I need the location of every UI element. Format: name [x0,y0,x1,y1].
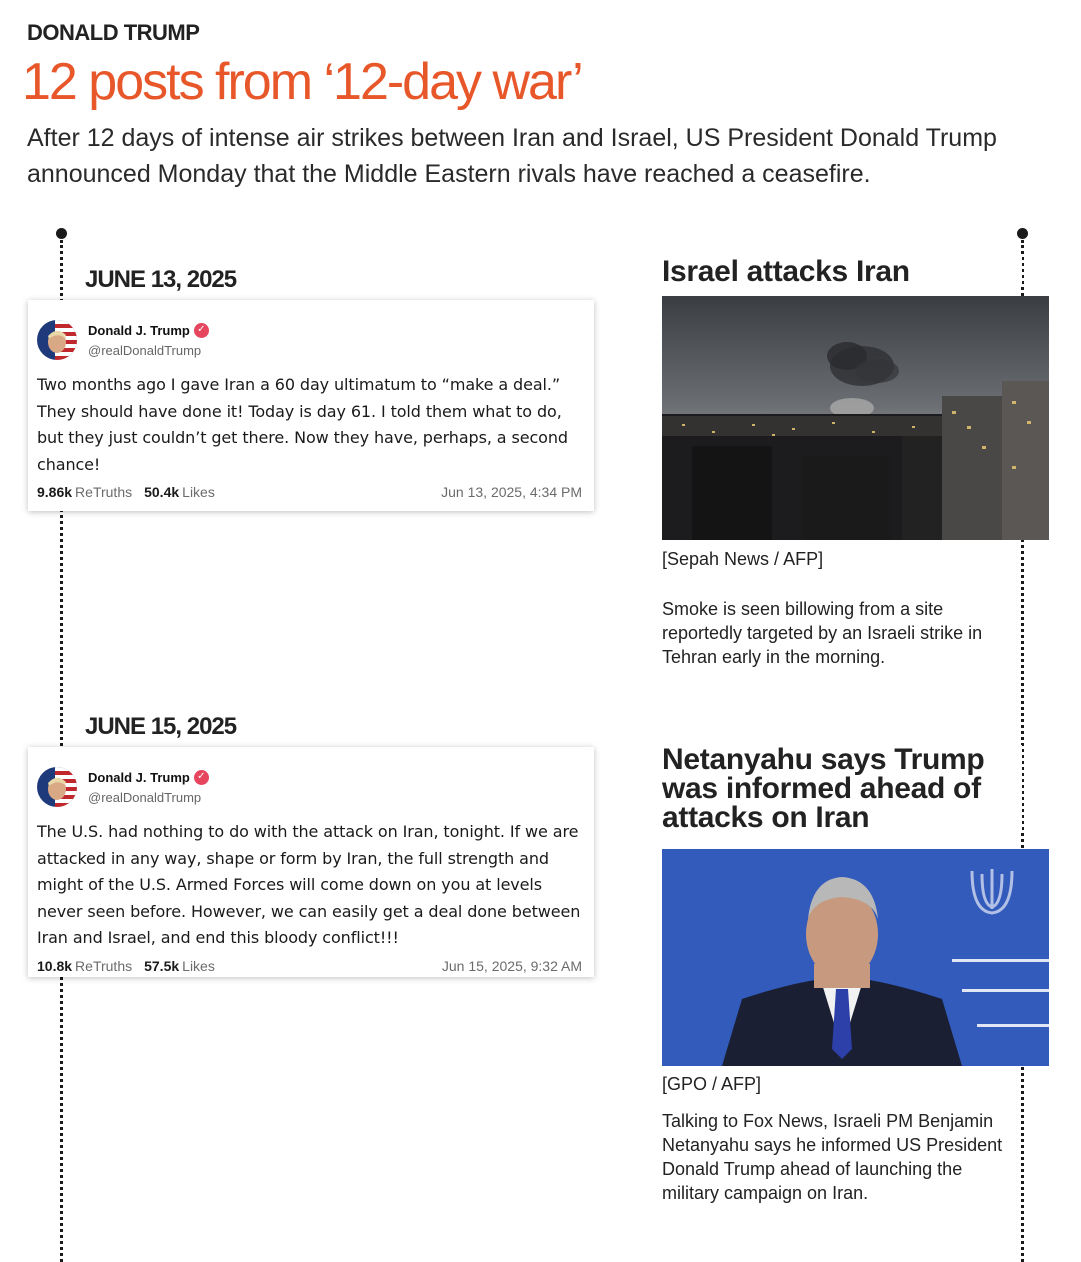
retruths-stat[interactable] [37,484,132,500]
post-text: Two months ago I gave Iran a 60 day ultimatum to “make a deal.” They should have done it! Today is day 61. I told them what to do, but they just couldn’t get there. Now they have, perhaps, a second chance! [37,375,568,474]
post-footer [37,958,582,974]
post-timestamp[interactable]: Jun 13, 2025, 4:34 PM [441,484,582,500]
post-header [37,765,582,809]
likes-stat[interactable] [144,958,215,974]
post-header [37,318,582,362]
retruths-stat[interactable] [37,958,132,974]
author-handle[interactable]: @realDonaldTrump [88,342,202,358]
verified-icon: ✓ [194,770,209,785]
retruths-count: 9.86k [37,484,73,500]
post-card[interactable] [28,300,594,511]
left-timeline-dot [56,228,67,239]
post-date: JUNE 13, 2025 [85,266,240,294]
author-handle[interactable]: @realDonaldTrump [88,789,202,805]
story-photo-netanyahu [662,849,1049,1066]
retruths-count: 10.8k [37,957,73,974]
right-timeline-dot [1017,228,1028,239]
likes-label: Likes [182,957,215,974]
retruths-label: ReTruths [75,957,133,974]
story-caption: Talking to Fox News, Israeli PM Benjamin Netanyahu says he informed US President Donald Trump ahead of launching the military campaign on Iran. [662,1109,1017,1205]
post-footer [37,484,582,500]
likes-count: 57.5k [144,957,180,974]
story-title: Israel attacks Iran [662,257,1022,286]
kicker: DONALD TRUMP [27,20,200,45]
likes-stat[interactable] [144,484,215,500]
post-text: The U.S. had nothing to do with the attack on Iran, tonight. If we are attacked in any way, shape or form by Iran, the full strength and might of the U.S. Armed Forces will come down on you at levels never seen before. However, we can easily get a deal done between Iran and Israel, and end this bloody conflict!!! [37,822,581,947]
likes-count: 50.4k [144,484,180,500]
page-title: 12 posts from ‘12-day war’ [22,53,582,111]
author-name[interactable]: Donald J. Trump [88,322,190,338]
retruths-label: ReTruths [75,484,133,500]
photo-credit: [Sepah News / AFP] [662,549,824,569]
story-caption: Smoke is seen billowing from a site reportedly targeted by an Israeli strike in Tehran early in the morning. [662,597,1017,669]
story-title: Netanyahu says Trump was informed ahead of attacks on Iran [662,745,1022,832]
photo-credit: [GPO / AFP] [662,1074,762,1094]
story-photo-tehran [662,296,1049,540]
author-name[interactable]: Donald J. Trump [88,769,190,785]
avatar[interactable] [37,320,77,360]
standfirst: After 12 days of intense air strikes between Iran and Israel, US President Donald Trump announced Monday that the Middle Eastern rivals have reached a ceasefire. [27,124,997,188]
likes-label: Likes [182,484,215,500]
avatar[interactable] [37,767,77,807]
post-card[interactable] [28,747,594,977]
post-timestamp[interactable]: Jun 15, 2025, 9:32 AM [441,957,582,974]
verified-icon: ✓ [194,323,209,338]
post-date: JUNE 15, 2025 [85,713,240,741]
